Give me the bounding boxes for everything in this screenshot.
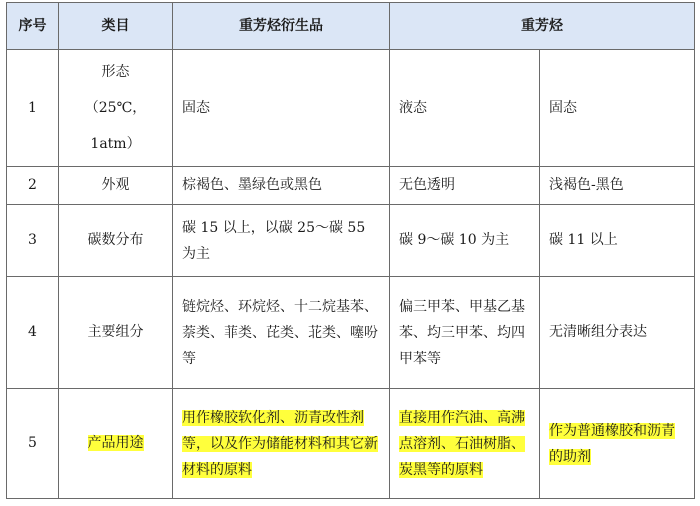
heavy-aromatics-cell-a: 碳 9～碳 10 为主: [390, 205, 540, 277]
derivative-cell: 碳 15 以上，以碳 25～碳 55 为主: [173, 205, 390, 277]
row-category: [59, 389, 173, 499]
table-row: [7, 167, 695, 205]
category-line: 形态: [101, 64, 130, 80]
header-no: 序号: [7, 3, 59, 50]
highlighted-text: 直接用作汽油、高沸点溶剂、石油树脂、炭黑等的原料: [399, 409, 525, 478]
derivative-cell: 链烷烃、环烷烃、十二烷基苯、萘类、菲类、芘类、苝类、噻吩等: [173, 277, 390, 389]
heavy-aromatics-cell-b: 固态: [540, 50, 695, 167]
row-category: 碳数分布: [59, 205, 173, 277]
heavy-aromatics-cell-a: 液态: [390, 50, 540, 167]
highlighted-text: 用作橡胶软化剂、沥青改性剂等，以及作为储能材料和其它新材料的原料: [182, 409, 378, 478]
row-number: 1: [7, 50, 59, 167]
table-row: [7, 50, 695, 167]
table-row: [7, 277, 695, 389]
header-derivative: 重芳烃衍生品: [173, 3, 390, 50]
table-row: [7, 389, 695, 499]
heavy-aromatics-cell-b: [540, 389, 695, 499]
header-category: 类目: [59, 3, 173, 50]
heavy-aromatics-cell-a: 无色透明: [390, 167, 540, 205]
highlighted-text: 产品用途: [87, 435, 144, 451]
heavy-aromatics-cell-a: [390, 389, 540, 499]
heavy-aromatics-cell-b: 无清晰组分表达: [540, 277, 695, 389]
heavy-aromatics-cell-b: 碳 11 以上: [540, 205, 695, 277]
row-category: 主要组分: [59, 277, 173, 389]
derivative-cell: 棕褐色、墨绿色或黑色: [173, 167, 390, 205]
highlighted-text: 作为普通橡胶和沥青的助剂: [549, 422, 675, 465]
row-number: 4: [7, 277, 59, 389]
table-row: [7, 205, 695, 277]
header-heavy-aromatics: 重芳烃: [390, 3, 695, 50]
category-line: （25℃，: [84, 100, 147, 116]
heavy-aromatics-cell-a: 偏三甲苯、甲基乙基苯、均三甲苯、均四甲苯等: [390, 277, 540, 389]
row-number: 2: [7, 167, 59, 205]
heavy-aromatics-cell-b: 浅褐色-黑色: [540, 167, 695, 205]
row-number: 3: [7, 205, 59, 277]
derivative-cell: 固态: [173, 50, 390, 167]
row-category: 外观: [59, 167, 173, 205]
comparison-table: [6, 2, 695, 499]
row-number: 5: [7, 389, 59, 499]
category-line: 1atm）: [90, 136, 141, 152]
header-row: [7, 3, 695, 50]
derivative-cell: [173, 389, 390, 499]
row-category: [59, 50, 173, 167]
